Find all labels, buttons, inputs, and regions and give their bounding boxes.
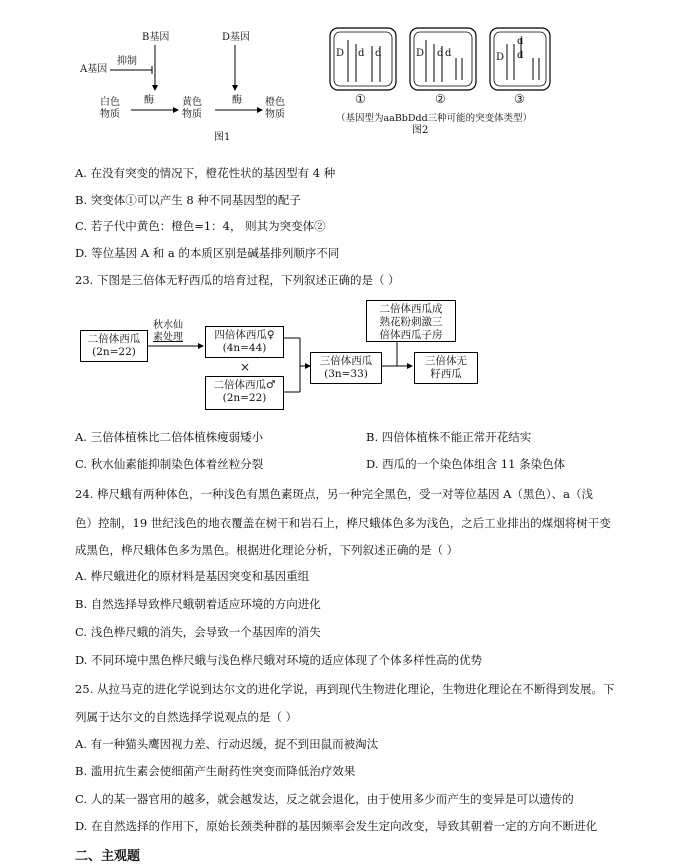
q23-box-diploid-male-line2: (2n=22) [222,392,267,404]
q23-box-seedless-line2: 籽西瓜 [430,368,462,380]
cell2-genes: D [416,48,425,59]
cell2-gene-d2: d [445,48,452,59]
q22-option-d: D. 等位基因 A 和 a 的本质区别是碱基排列顺序不同 [75,246,340,260]
q24-stem-line3: 成黑色，桦尺蛾体色多为黑色。根据进化理论分析，下列叙述正确的是（ ） [75,543,459,557]
q25-option-a: A. 有一种猫头鹰因视力差、行动迟缓，捉不到田鼠而被淘汰 [75,737,379,751]
cell1-genes: D [336,48,345,59]
q23-treatment-line2: 素处理 [153,332,183,343]
q23-option-a: A. 三倍体植株比二倍体植株瘦弱矮小 [75,430,264,444]
q23-box-triploid [310,352,382,384]
figure-2-caption: 图2 [412,125,429,136]
q22-option-b: B. 突变体①可以产生 8 种不同基因型的配子 [75,193,301,207]
q24-stem-line1: 24. 桦尺蛾有两种体色，一种浅色有黑色素斑点，另一种完全黑色，受一对等位基因 A（黑色）、a（浅 [75,487,594,501]
yellow-substance-line2: 物质 [182,109,202,120]
q23-box-seedless-line1: 三倍体无 [425,355,467,367]
q22-option-c: C. 若子代中黄色：橙色=1：4， 则其为突变体② [75,219,326,233]
enzyme1-label: 酶 [144,95,154,106]
q25-stem-line2: 列属于达尔文的自然选择学说观点的是（ ） [75,710,298,724]
cell2-gene-d: d [437,48,444,59]
figure-2-note: （基因型为aaBbDdd三种可能的突变体类型） [336,113,533,124]
cell3-genes: D [496,52,505,63]
q25-option-c: C. 人的某一器官用的越多，就会越发达，反之就会退化，由于使用多少而产生的变异是可以遗传的 [75,792,574,806]
q23-box-diploid-male [205,376,284,410]
q23-treatment-label [153,320,183,344]
q22-option-a: A. 在没有突变的情况下，橙花性状的基因型有 4 种 [75,166,336,180]
cell1-gene-d2: d [375,48,382,59]
q24-option-d: D. 不同环境中黑色桦尺蛾与浅色桦尺蛾对环境的适应体现了个体多样性高的优势 [75,653,483,667]
q23-stem: 23. 下图是三倍体无籽西瓜的培育过程，下列叙述正确的是（ ） [75,273,400,287]
q23-option-c: C. 秋水仙素能抑制染色体着丝粒分裂 [75,457,264,471]
q23-box-triploid-line1: 三倍体西瓜 [319,355,373,367]
q23-box-triploid-line2: (3n=33) [324,368,368,380]
enzyme2-label: 酶 [232,95,242,106]
q23-box-pollen [366,300,456,342]
q23-box-pollen-line3: 倍体西瓜子房 [379,329,443,341]
white-substance-line1: 白色 [100,97,120,108]
q23-box-seedless [414,352,478,384]
q23-box-tetraploid [205,326,284,358]
cell3-gene-d: d [517,36,524,47]
q23-box-pollen-line2: 熟花粉刺激三 [379,316,443,328]
q24-option-a: A. 桦尺蛾进化的原材料是基因突变和基因重组 [75,569,310,583]
orange-substance-line2: 物质 [265,109,285,120]
q23-box-diploid-line1: 二倍体西瓜 [87,333,141,345]
q24-stem-line2: 色）控制，19 世纪浅色的地衣覆盖在树干和岩石上，桦尺蛾体色多为浅色，之后工业排出的煤烟将树干变 [75,516,611,530]
yellow-substance-line1: 黄色 [182,97,202,108]
orange-substance-line1: 橙色 [265,97,285,108]
q25-option-b: B. 滥用抗生素会使细菌产生耐药性突变而降低治疗效果 [75,764,356,778]
gene-b-label: B基因 [142,32,170,43]
q25-option-d: D. 在自然选择的作用下，原始长颈类种群的基因频率会发生定向改变，导致其朝着一定的方向不断进化 [75,819,598,833]
q23-option-b: B. 四倍体植株不能正常开花结实 [366,430,532,444]
section-2-heading: 二、主观题 [75,849,141,864]
q24-option-b: B. 自然选择导致桦尺蛾朝着适应环境的方向进化 [75,597,321,611]
figure-1-caption: 图1 [214,132,231,143]
q23-box-diploid-line2: (2n=22) [92,346,136,358]
q24-option-c: C. 浅色桦尺蛾的消失，会导致一个基因库的消失 [75,625,321,639]
q25-stem-line1: 25. 从拉马克的进化学说到达尔文的进化学说，再到现代生物进化理论，生物进化理论在不断得到发展。下 [75,682,615,696]
cell3-number: ③ [514,92,525,106]
q23-cross-symbol: × [240,360,251,374]
gene-a-label: A基因 [80,64,108,75]
cell2-number: ② [435,92,446,106]
cell1-gene-d: d [358,48,365,59]
q23-option-d: D. 西瓜的一个染色体组含 11 条染色体 [366,457,566,471]
q23-box-tetraploid-line1: 四倍体西瓜♀ [214,329,275,341]
q23-box-diploid-male-line1: 二倍体西瓜♂ [213,379,276,391]
cell3-gene-d2: d [517,50,524,61]
cell1-number: ① [355,92,366,106]
white-substance-line2: 物质 [100,109,120,120]
q23-box-pollen-line1: 二倍体西瓜成 [379,303,443,315]
q23-box-diploid [80,330,148,362]
q23-treatment-line1: 秋水仙 [153,320,183,331]
inhibit-label: 抑制 [117,56,137,67]
gene-d-label: D基因 [222,32,251,43]
q23-box-tetraploid-line2: (4n=44) [222,342,267,354]
